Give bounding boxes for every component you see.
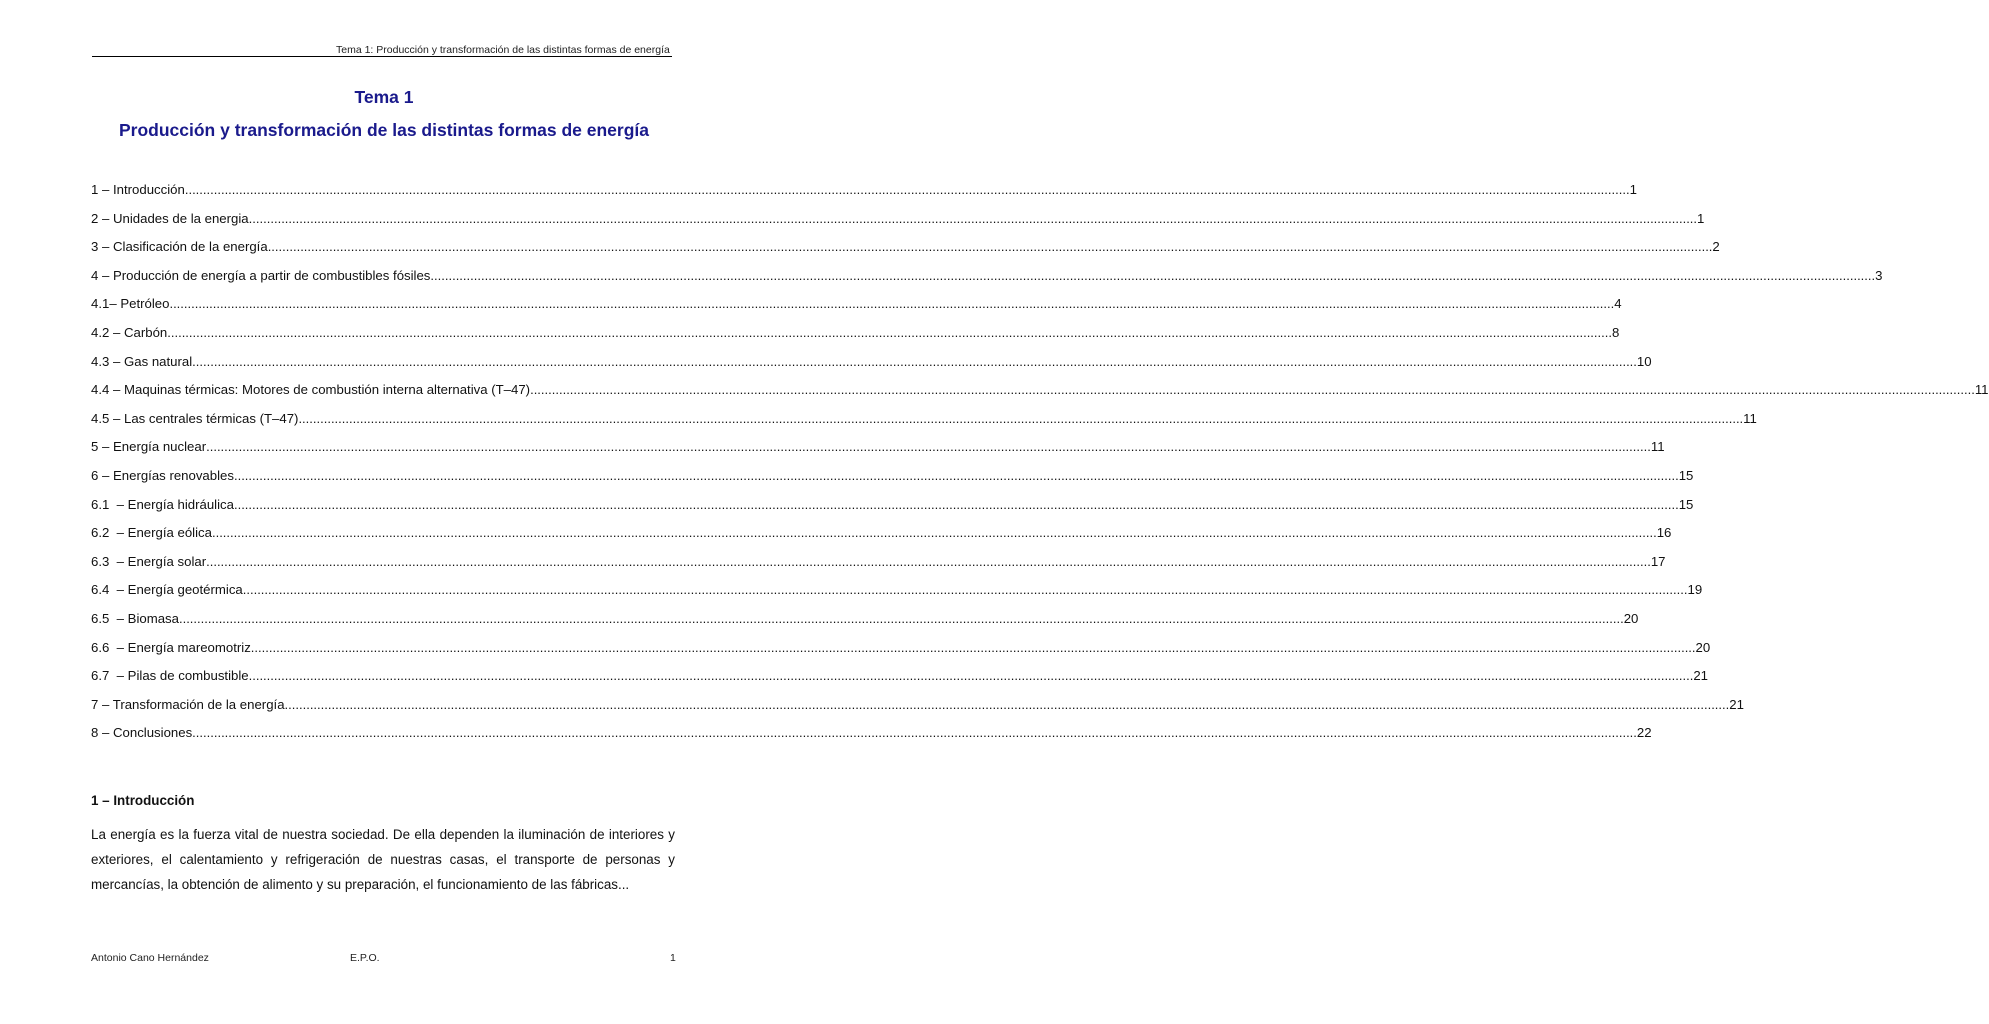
toc-entry-page: 20 xyxy=(1623,610,1639,626)
toc-dot-leader: ................................................................................................................................................................................................................................................................................................................................................................................................................ xyxy=(206,553,1651,569)
toc-entry-label: 6.2 – Energía eólica xyxy=(91,525,212,541)
toc-entry-label: 6.3 – Energía solar xyxy=(91,553,207,569)
toc-entry-page: 11 xyxy=(1743,410,1757,426)
section-heading: 1 – Introducción xyxy=(91,793,195,808)
toc-entry-label: 3 – Clasificación de la energía xyxy=(91,239,268,255)
toc-entry-label: 4.5 – Las centrales térmicas (T–47) xyxy=(91,410,299,426)
toc-entry-page: 11 xyxy=(1650,439,1665,455)
toc-entry-page: 1 xyxy=(1629,182,1637,197)
toc-dot-leader: ................................................................................................................................................................................................................................................................................................................................................................................................................ xyxy=(242,582,1688,598)
toc-entry-label: 6.5 – Biomasa xyxy=(91,610,179,626)
toc-entry-label: 6 – Energías renovables xyxy=(91,467,234,483)
toc-dot-leader: ................................................................................................................................................................................................................................................................................................................................................................................................................ xyxy=(178,610,1624,626)
toc-entry-page: 21 xyxy=(1729,696,1744,712)
footer-center-text: E.P.O. xyxy=(350,952,380,964)
toc-entry-label: 5 – Energía nuclear xyxy=(91,439,207,455)
toc-dot-leader: ................................................................................................................................................................................................................................................................................................................................................................................................................ xyxy=(250,639,1696,655)
toc-dot-leader: ................................................................................................................................................................................................................................................................................................................................................................................................................ xyxy=(233,467,1679,483)
toc-dot-leader: ................................................................................................................................................................................................................................................................................................................................................................................................................ xyxy=(248,668,1694,684)
footer-author: Antonio Cano Hernández xyxy=(91,952,209,964)
toc-entry-label: 6.4 – Energía geotérmica xyxy=(91,582,243,598)
toc-dot-leader: ................................................................................................................................................................................................................................................................................................................................................................................................................ xyxy=(530,382,1975,398)
toc-entry[interactable] xyxy=(91,182,1637,211)
toc-entry-label: 4 – Producción de energía a partir de combustibles fósiles xyxy=(91,267,431,283)
toc-entry[interactable] xyxy=(91,696,1744,726)
toc-dot-leader: ................................................................................................................................................................................................................................................................................................................................................................................................................ xyxy=(169,296,1615,312)
toc-entry-page: 2 xyxy=(1712,239,1720,255)
toc-dot-leader: ................................................................................................................................................................................................................................................................................................................................................................................................................ xyxy=(284,696,1730,712)
section-paragraph: La energía es la fuerza vital de nuestra sociedad. De ella dependen la iluminación de interiores y exteriores, el calentamiento y refrigeración de nuestras casas, el transporte de personas y mercancías, la obtención de alimento y su preparación, el funcionamiento de las fábricas... xyxy=(91,827,675,892)
toc-entry-label: 6.7 – Pilas de combustible xyxy=(91,668,249,684)
toc-entry-page: 17 xyxy=(1650,553,1666,569)
toc-dot-leader: ................................................................................................................................................................................................................................................................................................................................................................................................................ xyxy=(430,267,1876,283)
toc-dot-leader: ................................................................................................................................................................................................................................................................................................................................................................................................................ xyxy=(211,525,1657,541)
toc-dot-leader: ................................................................................................................................................................................................................................................................................................................................................................................................................ xyxy=(167,324,1612,340)
toc-entry[interactable] xyxy=(91,382,1989,411)
toc-entry[interactable] xyxy=(91,210,1705,240)
toc-entry[interactable] xyxy=(91,668,1709,697)
document-subtitle: Producción y transformación de las distintas formas de energía xyxy=(118,120,649,140)
running-header: Tema 1: Producción y transformación de las distintas formas de energía xyxy=(336,44,670,56)
toc-entry-page: 16 xyxy=(1656,525,1672,541)
document-title: Tema 1 xyxy=(354,87,414,107)
toc-entry[interactable] xyxy=(91,267,1883,297)
toc-dot-leader: ................................................................................................................................................................................................................................................................................................................................................................................................................ xyxy=(192,353,1637,369)
toc-entry-page: 11 xyxy=(1974,382,1989,398)
toc-entry-label: 4.1– Petróleo xyxy=(91,296,170,312)
toc-entry-label: 7 – Transformación de la energía xyxy=(91,696,285,712)
toc-entry-page: 8 xyxy=(1611,324,1620,340)
toc-entry-page: 22 xyxy=(1636,725,1652,741)
toc-entry-page: 1 xyxy=(1697,210,1705,226)
table-of-contents xyxy=(91,182,1989,754)
toc-entry[interactable] xyxy=(91,296,1622,325)
toc-entry-label: 4.4 – Maquinas térmicas: Motores de combustión interna alternativa (T–47) xyxy=(91,382,531,398)
toc-entry[interactable] xyxy=(91,639,1711,669)
toc-entry[interactable] xyxy=(91,239,1720,268)
toc-entry[interactable] xyxy=(91,324,1620,354)
toc-entry-label: 2 – Unidades de la energia. xyxy=(91,210,253,226)
toc-dot-leader: ................................................................................................................................................................................................................................................................................................................................................................................................................ xyxy=(267,239,1713,255)
toc-entry-page: 15 xyxy=(1678,496,1694,512)
toc-entry[interactable] xyxy=(91,467,1694,497)
toc-entry[interactable] xyxy=(91,582,1703,611)
toc-entry-page: 10 xyxy=(1636,353,1652,369)
toc-entry-page: 19 xyxy=(1687,582,1703,598)
toc-entry[interactable] xyxy=(91,553,1666,583)
toc-entry-page: 21 xyxy=(1693,668,1709,684)
toc-entry-page: 15 xyxy=(1678,467,1694,483)
toc-dot-leader: ................................................................................................................................................................................................................................................................................................................................................................................................................ xyxy=(192,725,1637,741)
toc-entry-label: 6.1 – Energía hidráulica xyxy=(91,496,234,512)
toc-dot-leader: ................................................................................................................................................................................................................................................................................................................................................................................................................ xyxy=(252,210,1698,226)
toc-entry-label: 1 – Introducción xyxy=(91,182,185,197)
toc-entry[interactable] xyxy=(91,525,1672,554)
toc-dot-leader: ................................................................................................................................................................................................................................................................................................................................................................................................................ xyxy=(298,410,1744,426)
toc-entry-label: 4.3 – Gas natural xyxy=(91,353,193,369)
toc-entry[interactable] xyxy=(91,610,1639,640)
toc-entry[interactable] xyxy=(91,496,1694,526)
toc-dot-leader: ................................................................................................................................................................................................................................................................................................................................................................................................................ xyxy=(184,182,1630,197)
toc-dot-leader: ................................................................................................................................................................................................................................................................................................................................................................................................................ xyxy=(206,439,1651,455)
toc-entry[interactable] xyxy=(91,725,1652,754)
header-divider xyxy=(92,56,672,57)
toc-entry-page: 3 xyxy=(1875,267,1883,283)
toc-entry-page: 20 xyxy=(1695,639,1711,655)
toc-entry[interactable] xyxy=(91,439,1665,468)
toc-entry-label: 6.6 – Energía mareomotriz xyxy=(91,639,251,655)
toc-entry[interactable] xyxy=(91,353,1652,383)
toc-entry-page: 4 xyxy=(1614,296,1622,312)
toc-entry[interactable] xyxy=(91,410,1757,440)
footer-page-number: 1 xyxy=(670,952,676,964)
toc-entry-label: 8 – Conclusiones xyxy=(91,725,193,741)
toc-dot-leader: ................................................................................................................................................................................................................................................................................................................................................................................................................ xyxy=(233,496,1679,512)
toc-entry-label: 4.2 – Carbón xyxy=(91,324,168,340)
